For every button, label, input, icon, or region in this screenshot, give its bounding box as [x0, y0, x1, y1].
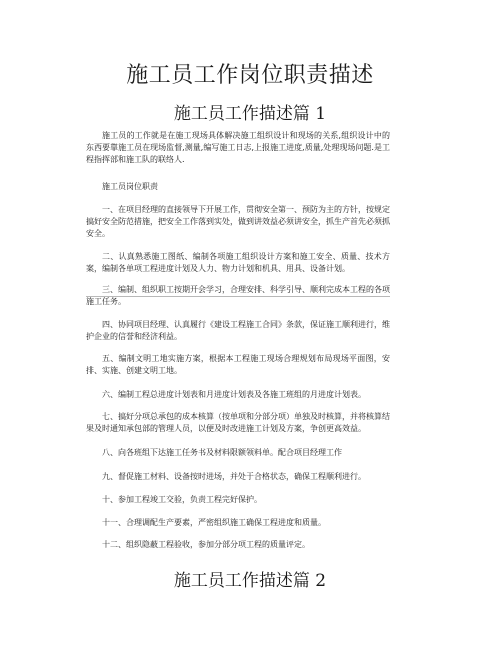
paragraph-duty-9: 九、督促施工材料、设备按时进场，并处于合格状态，确保工程顺利进行。 [102, 472, 366, 481]
paragraph-duty-4: 四、协同项目经理、认真履行《建设工程施工合同》条款，保证施工顺利进行，维护企业的信誉和经济利益。 [86, 320, 390, 341]
paragraph-duty-5: 五、编制文明工地实施方案，根据本工程施工现场合理规划布局现场平面图，安排、实施、创建文明工地。 [86, 354, 390, 375]
paragraph-duty-3: 三、编制、组织职工按期开会学习，合理安排、科学引导、顺利完成本工程的各项施工任务。 [86, 285, 390, 306]
paragraph-duty-8: 八、向各班组下达施工任务书及材料限额领料单。配合项目经理工作 [102, 448, 342, 457]
document-title: 施工员工作岗位职责描述 [126, 63, 374, 88]
section-heading-2: 施工员工作描述篇 2 [173, 571, 327, 591]
paragraph-duty-2: 二、认真熟悉施工图纸、编制各项施工组织设计方案和施工安全、质量、技术方案，编制各单项工程进度计划及人力、物力计划和机具、用具、设备计划。 [86, 252, 390, 273]
paragraph-duty-7: 七、搞好分项总承包的成本核算（按单项和分部分项）单独及时核算，并将核算结果及时通知承包部的管理人员，以便及时改进施工计划及方案，争创更高效益。 [86, 412, 390, 433]
scan-line-divider [86, 296, 390, 297]
paragraph-duty-6: 六、编制工程总进度计划表和月进度计划表及各施工班组的月进度计划表。 [102, 390, 366, 399]
paragraph-duty-1: 一、在项目经理的直接领导下开展工作，贯彻安全第一、预防为主的方针，按规定搞好安全防范措施，把安全工作落到实处，做到讲效益必须讲安全，抓生产首先必须抓安全。 [86, 205, 390, 238]
paragraph-intro: 施工员的工作就是在施工现场具体解决施工组织设计和现场的关系,组织设计中的东西要靠施工员在现场监督,测量,编写施工日志,上报施工进度,质量,处理现场问题.是工程指挥部和施工队的联络人. [86, 131, 390, 164]
paragraph-duty-11: 十一、合理调配生产要素，严密组织施工确保工程进度和质量。 [102, 518, 326, 527]
paragraph-duties-heading: 施工员岗位职责 [102, 182, 158, 191]
paragraph-duty-10: 十、参加工程竣工交验，负责工程完好保护。 [102, 495, 262, 504]
paragraph-duty-12: 十二、组织隐蔽工程验收，参加分部分项工程的质量评定。 [102, 540, 310, 549]
section-heading-1: 施工员工作描述篇 1 [173, 104, 327, 124]
